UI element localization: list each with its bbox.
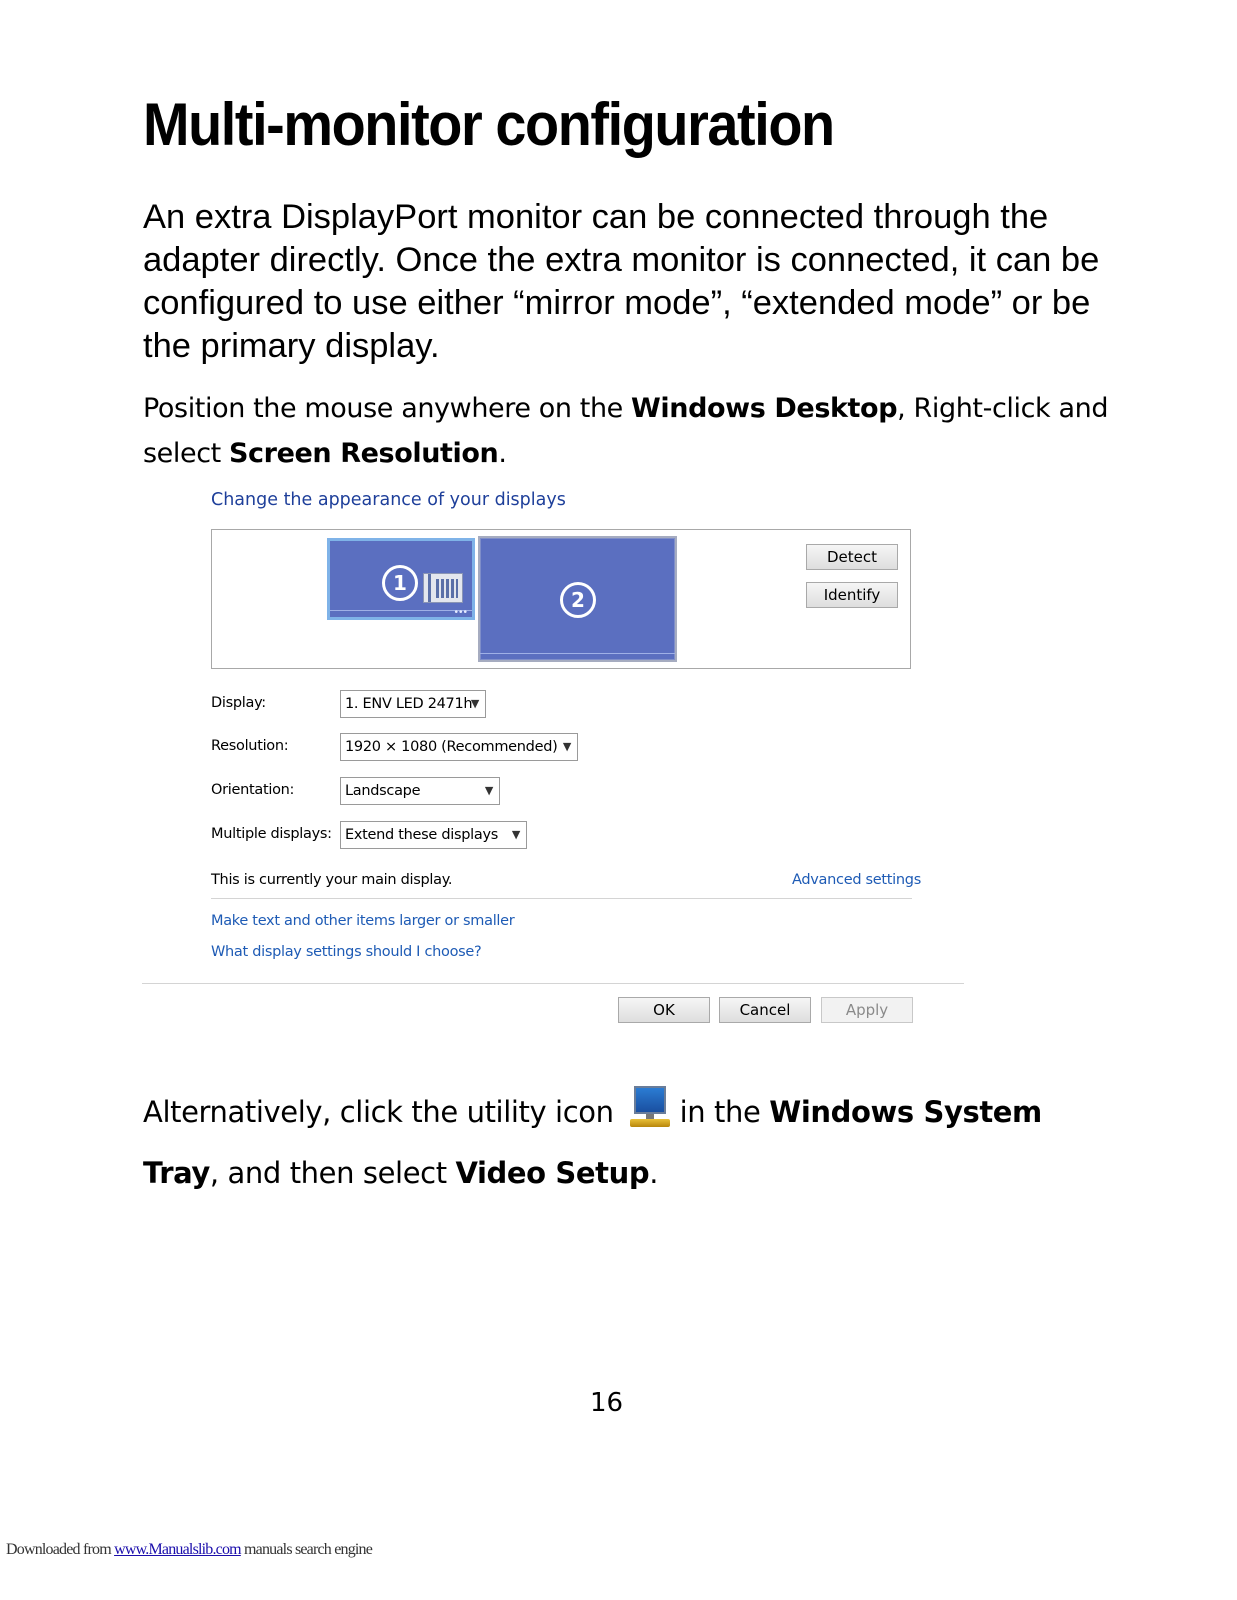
video-setup-term: Video Setup [455, 1156, 650, 1190]
multiple-displays-label: Multiple displays: [211, 826, 332, 842]
detect-button[interactable]: Detect [806, 544, 898, 570]
windows-system-tray-term: Windows System Tray [143, 1095, 1042, 1190]
monitor-utility-icon [628, 1086, 672, 1130]
chevron-down-icon: ▼ [511, 828, 520, 841]
screen-resolution-term: Screen Resolution [229, 438, 499, 469]
cancel-button[interactable]: Cancel [719, 997, 811, 1023]
text-size-link[interactable]: Make text and other items larger or smaller [211, 913, 515, 929]
monitor-2-number: 2 [560, 582, 596, 618]
display-preview [211, 529, 911, 669]
windows-desktop-term: Windows Desktop [631, 393, 898, 424]
resolution-label: Resolution: [211, 738, 289, 754]
dialog-heading: Change the appearance of your displays [211, 490, 566, 510]
display-label: Display: [211, 695, 266, 711]
apply-button[interactable]: Apply [821, 997, 913, 1023]
chevron-down-icon: ▼ [562, 740, 571, 753]
chevron-down-icon: ▼ [484, 784, 493, 797]
instruction-paragraph: Position the mouse anywhere on the Windows Desktop, Right-click and select Screen Resolution. [143, 393, 1109, 469]
orientation-label: Orientation: [211, 782, 295, 798]
advanced-settings-link[interactable]: Advanced settings [792, 872, 921, 888]
orientation-select[interactable]: Landscape ▼ [340, 777, 500, 805]
monitor-1-tile[interactable] [327, 538, 475, 620]
identify-button[interactable]: Identify [806, 582, 898, 608]
monitor-2-tile[interactable] [478, 536, 677, 662]
download-footer: Downloaded from www.Manualslib.com manuals search engine [6, 1541, 373, 1558]
main-display-note: This is currently your main display. [211, 872, 453, 888]
taskbar-dots-icon: ••• [454, 607, 468, 618]
monitor-1-number: 1 [382, 565, 418, 601]
divider [142, 983, 964, 984]
display-select[interactable]: 1. ENV LED 2471h ▼ [340, 690, 486, 718]
intro-paragraph: An extra DisplayPort monitor can be connected through the adapter directly. Once the extra monitor is connected, it can be configured to use either “mirror mode”, “extended mode” or be the primary display. [143, 198, 1100, 365]
resolution-select[interactable]: 1920 × 1080 (Recommended) ▼ [340, 733, 578, 761]
display-settings-help-link[interactable]: What display settings should I choose? [211, 944, 482, 960]
manualslib-link[interactable]: www.Manualslib.com [114, 1541, 241, 1558]
divider [211, 898, 912, 899]
chevron-down-icon: ▼ [470, 697, 479, 710]
ok-button[interactable]: OK [618, 997, 710, 1023]
page-title: Multi-monitor configuration [143, 91, 834, 158]
alternative-paragraph: Alternatively, click the utility icon in the Windows System Tray, and then select Video Setup. [143, 1082, 1123, 1204]
page-number: 16 [589, 1388, 624, 1418]
keyboard-grid-icon [423, 573, 463, 603]
multiple-displays-select[interactable]: Extend these displays ▼ [340, 821, 527, 849]
screen-resolution-dialog [142, 486, 964, 1036]
